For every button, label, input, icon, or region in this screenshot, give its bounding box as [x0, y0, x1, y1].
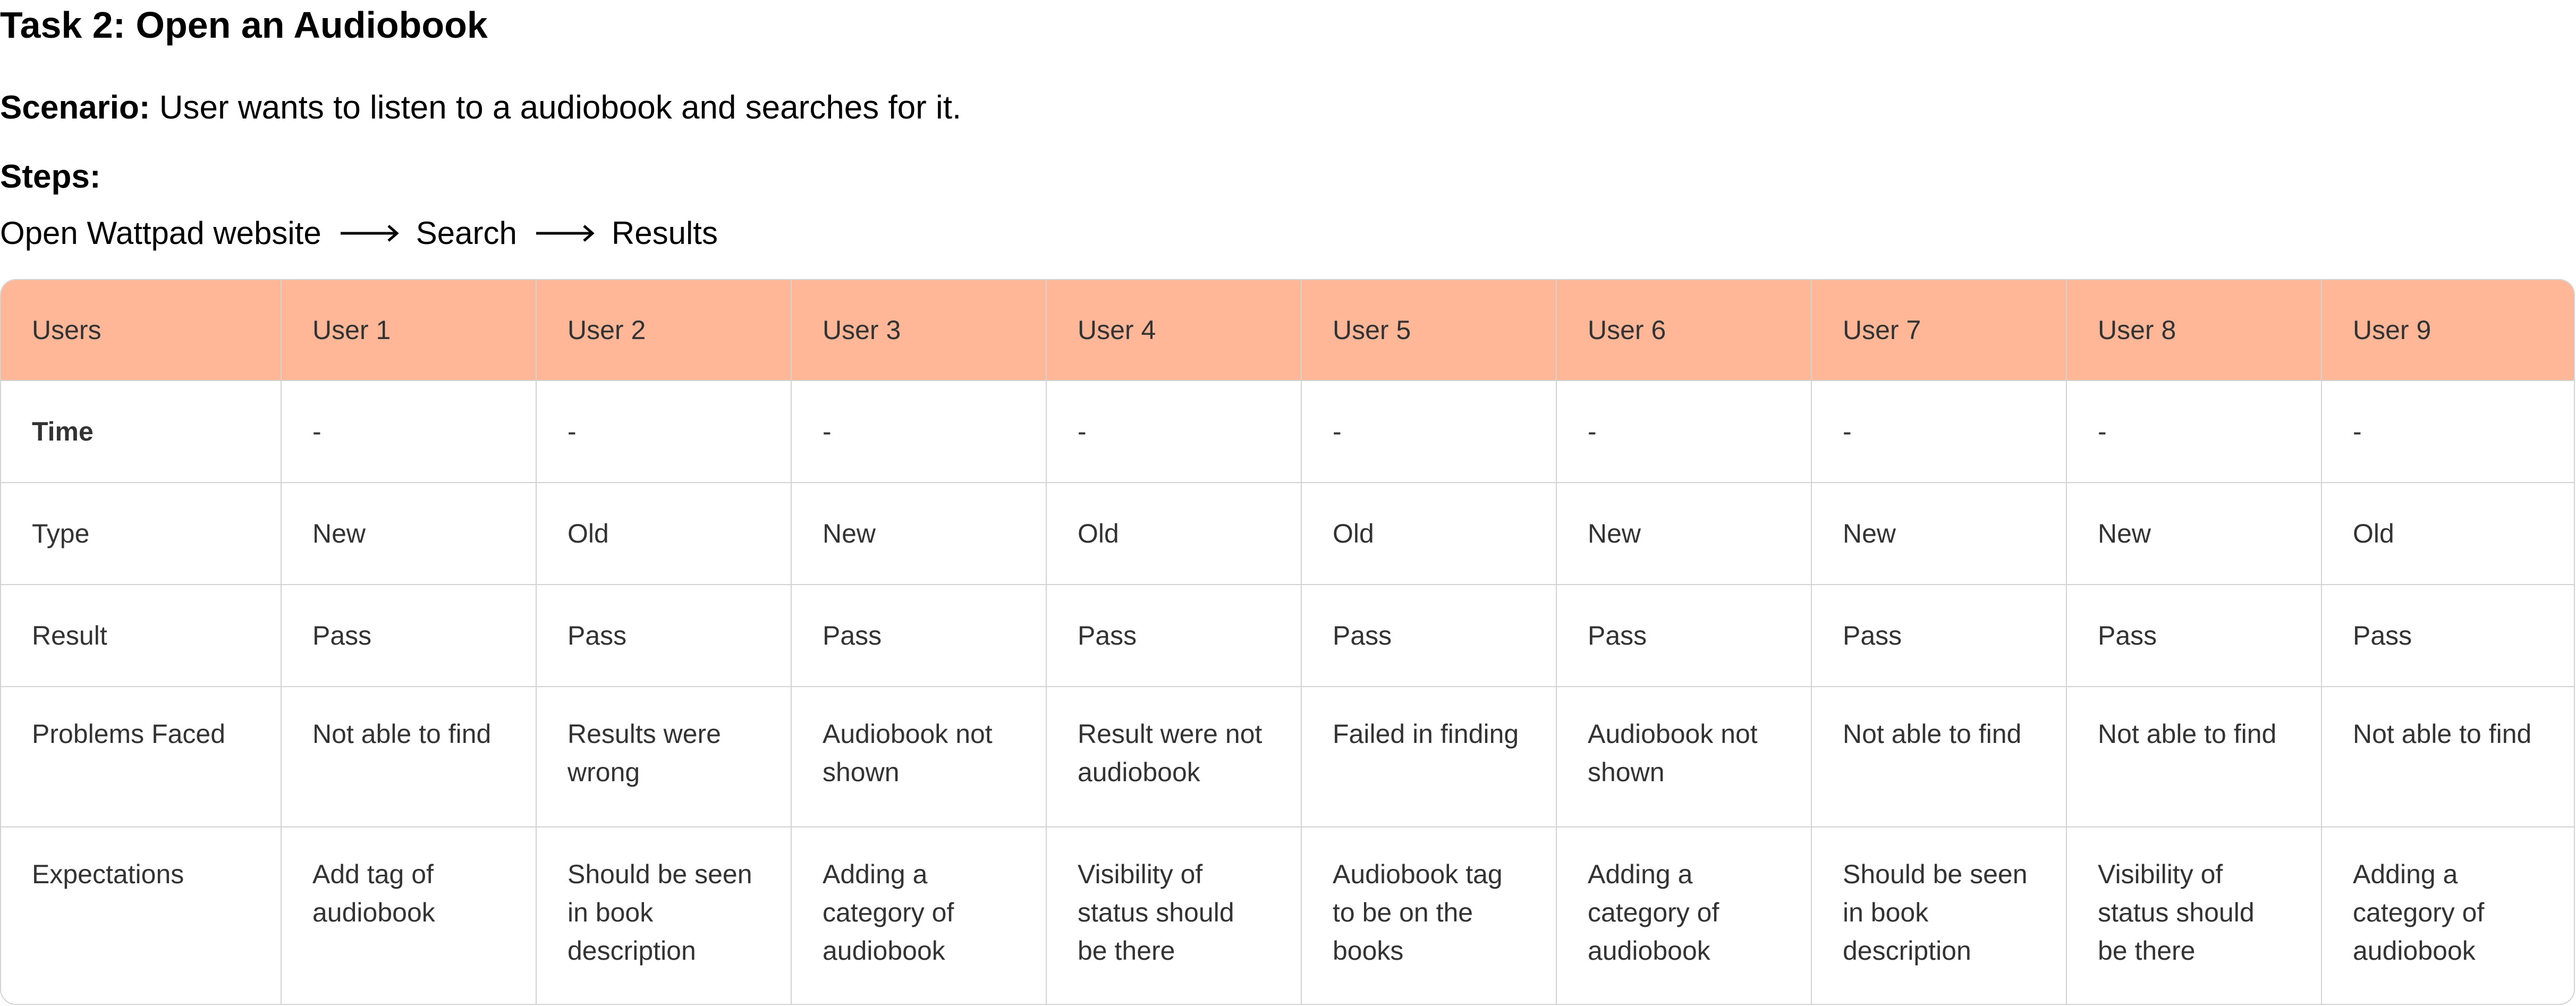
table-header-row	[1, 280, 2575, 381]
results-table-container	[0, 279, 2575, 1005]
table-cell: -	[791, 381, 1046, 483]
table-cell: Audiobook tag to be on the books	[1301, 827, 1556, 1005]
row-label-expectations: Expectations	[1, 827, 281, 1005]
table-cell: Pass	[1301, 585, 1556, 687]
table-cell: Audiobook not shown	[1556, 687, 1811, 827]
header-user-1: User 1	[281, 280, 536, 381]
table-cell: Not able to find	[281, 687, 536, 827]
header-user-3: User 3	[791, 280, 1046, 381]
header-user-2: User 2	[536, 280, 791, 381]
table-row-time	[1, 381, 2575, 483]
table-cell: Pass	[281, 585, 536, 687]
results-table	[0, 279, 2575, 1005]
table-cell: Should be seen in book description	[536, 827, 791, 1005]
table-cell: Not able to find	[2066, 687, 2321, 827]
step-3: Results	[611, 215, 718, 251]
table-cell: Pass	[791, 585, 1046, 687]
table-cell: Pass	[1556, 585, 1811, 687]
table-cell: Old	[1301, 483, 1556, 585]
table-cell: Failed in finding	[1301, 687, 1556, 827]
table-cell: Audiobook not shown	[791, 687, 1046, 827]
header-user-5: User 5	[1301, 280, 1556, 381]
table-cell: -	[2066, 381, 2321, 483]
header-user-4: User 4	[1046, 280, 1301, 381]
header-user-8: User 8	[2066, 280, 2321, 381]
table-cell: Adding a category of audiobook	[791, 827, 1046, 1005]
table-cell: Old	[1046, 483, 1301, 585]
row-label-result: Result	[1, 585, 281, 687]
table-cell: Add tag of audiobook	[281, 827, 536, 1005]
table-cell: Pass	[536, 585, 791, 687]
table-cell: Pass	[1046, 585, 1301, 687]
table-cell: -	[1046, 381, 1301, 483]
table-cell: Adding a category of audiobook	[2321, 827, 2575, 1005]
header-user-7: User 7	[1811, 280, 2066, 381]
header-user-9: User 9	[2321, 280, 2575, 381]
steps-label: Steps:	[0, 158, 101, 195]
steps-flow	[0, 209, 718, 257]
table-cell: Old	[536, 483, 791, 585]
row-label-time: Time	[1, 381, 281, 483]
scenario-label: Scenario:	[0, 89, 150, 126]
table-cell: Result were not audiobook	[1046, 687, 1301, 827]
arrow-right-icon	[536, 223, 595, 244]
header-users: Users	[1, 280, 281, 381]
table-cell: -	[1301, 381, 1556, 483]
table-cell: -	[1811, 381, 2066, 483]
scenario	[0, 84, 961, 132]
table-cell: -	[536, 381, 791, 483]
step-2: Search	[416, 215, 517, 251]
table-cell: New	[281, 483, 536, 585]
table-cell: -	[2321, 381, 2575, 483]
table-cell: New	[791, 483, 1046, 585]
table-cell: Results were wrong	[536, 687, 791, 827]
table-cell: Not able to find	[1811, 687, 2066, 827]
table-cell: Pass	[1811, 585, 2066, 687]
table-cell: Old	[2321, 483, 2575, 585]
table-cell: Pass	[2066, 585, 2321, 687]
table-row-result	[1, 585, 2575, 687]
table-row-type	[1, 483, 2575, 585]
table-cell: Pass	[2321, 585, 2575, 687]
table-cell: New	[1556, 483, 1811, 585]
arrow-right-icon	[341, 223, 399, 244]
row-label-type: Type	[1, 483, 281, 585]
header-user-6: User 6	[1556, 280, 1811, 381]
page-title: Task 2: Open an Audiobook	[0, 4, 488, 46]
table-cell: -	[281, 381, 536, 483]
table-cell: Visibility of status should be there	[1046, 827, 1301, 1005]
table-cell: New	[1811, 483, 2066, 585]
row-label-problems-faced: Problems Faced	[1, 687, 281, 827]
step-1: Open Wattpad website	[0, 215, 321, 251]
table-cell: Not able to find	[2321, 687, 2575, 827]
table-cell: Should be seen in book description	[1811, 827, 2066, 1005]
table-cell: -	[1556, 381, 1811, 483]
table-cell: Adding a category of audiobook	[1556, 827, 1811, 1005]
table-cell: Visibility of status should be there	[2066, 827, 2321, 1005]
table-row-expectations	[1, 827, 2575, 1005]
scenario-text: User wants to listen to a audiobook and searches for it.	[150, 89, 962, 126]
table-cell: New	[2066, 483, 2321, 585]
table-row-problems-faced	[1, 687, 2575, 827]
